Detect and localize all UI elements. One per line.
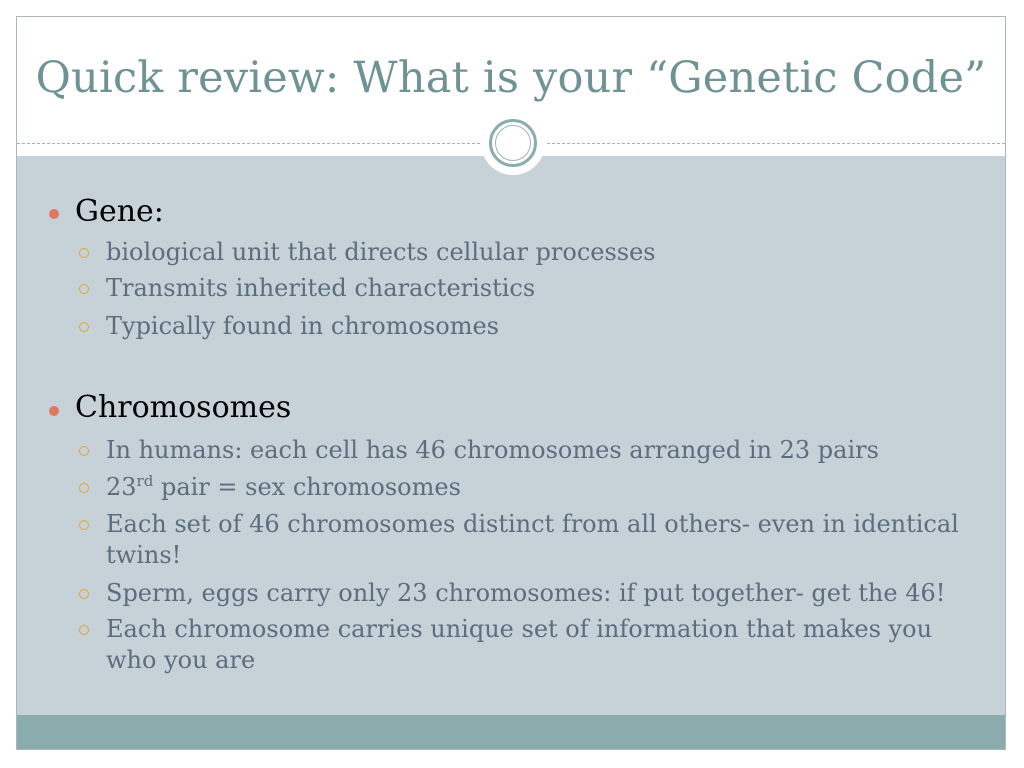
ordinal-suffix: rd (136, 472, 154, 490)
sub-bullet-text: pair = sex chromosomes (153, 473, 461, 501)
filled-circle-bullet-icon (49, 406, 59, 416)
hollow-circle-bullet-icon (79, 589, 89, 599)
sub-bullet: In humans: each cell has 46 chromosomes arranged in 23 pairs (106, 436, 879, 464)
footer-bar (17, 715, 1005, 750)
content-area (17, 156, 1005, 715)
sub-bullet: Transmits inherited characteristics (106, 274, 536, 302)
sub-bullet: biological unit that directs cellular processes (106, 238, 656, 266)
sub-bullet: Each chromosome carries unique set of information that makes you who you are (106, 615, 933, 674)
hollow-circle-bullet-icon (79, 483, 89, 493)
sub-bullet-number: 23 (106, 473, 137, 501)
hollow-circle-bullet-icon (79, 520, 89, 530)
slide-title: Quick review: What is your “Genetic Code” (35, 53, 987, 103)
hollow-circle-bullet-icon (79, 446, 89, 456)
badge-inner-ring (495, 125, 531, 161)
badge-ring (489, 119, 537, 167)
hollow-circle-bullet-icon (79, 248, 89, 258)
sub-bullet: Sperm, eggs carry only 23 chromosomes: if put together- get the 46! (106, 579, 946, 607)
sub-bullet (106, 472, 986, 503)
sub-bullet: Each set of 46 chromosomes distinct from all others- even in identical twins! (106, 510, 959, 569)
hollow-circle-bullet-icon (79, 625, 89, 635)
hollow-circle-bullet-icon (79, 284, 89, 294)
hollow-circle-bullet-icon (79, 322, 89, 332)
ring-badge-icon (481, 111, 545, 175)
bullet-heading-gene: Gene: (75, 194, 164, 229)
slide (16, 16, 1006, 750)
bullet-heading-chromosomes: Chromosomes (75, 390, 292, 425)
filled-circle-bullet-icon (49, 209, 59, 219)
sub-bullet: Typically found in chromosomes (106, 312, 499, 340)
